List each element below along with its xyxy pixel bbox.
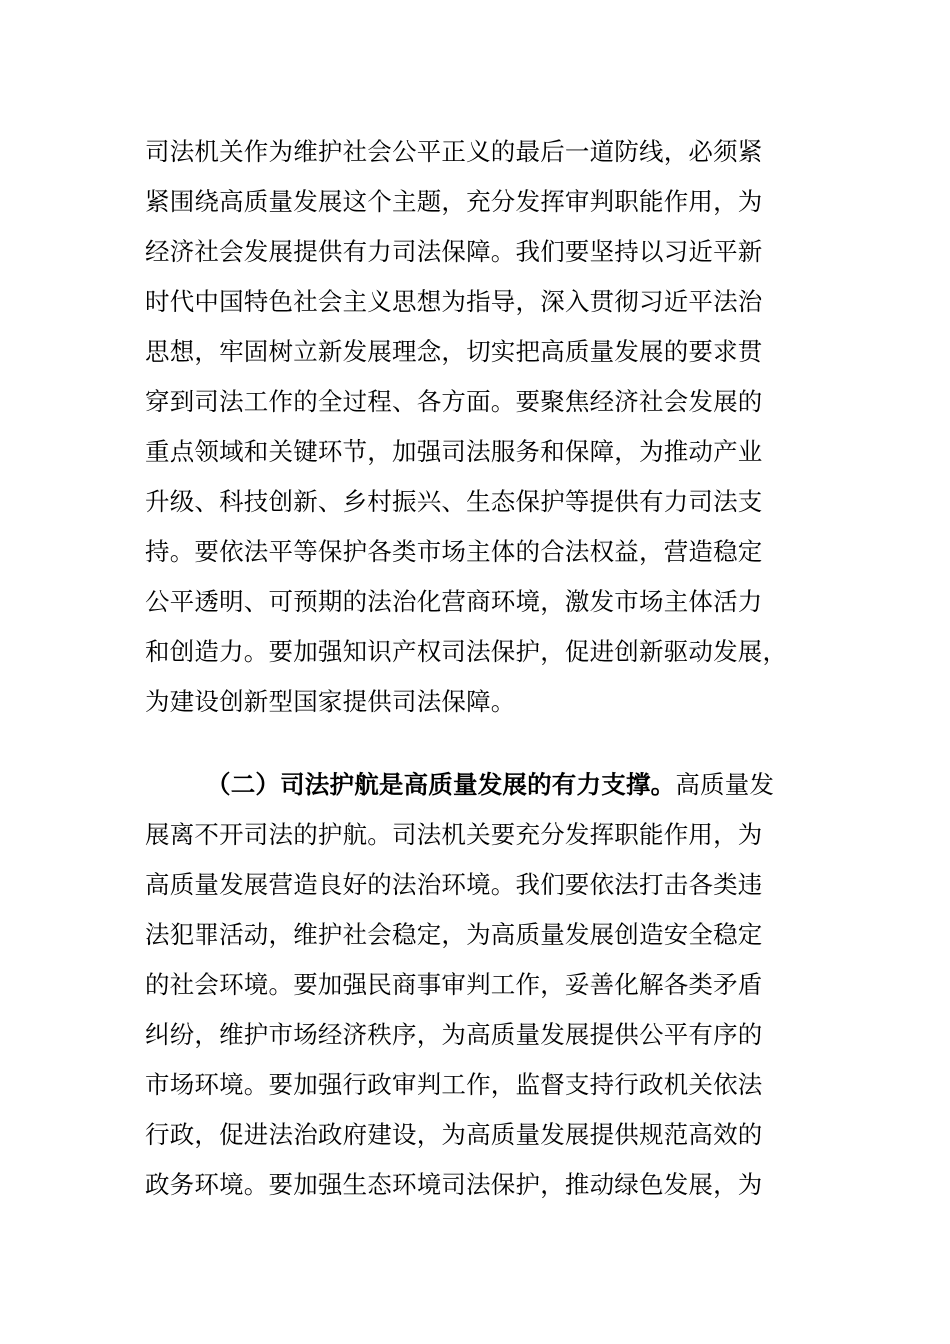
text-line: 法犯罪活动，维护社会稳定，为高质量发展创造安全稳定 bbox=[145, 920, 763, 949]
text-line: 经济社会发展提供有力司法保障。我们要坚持以习近平新 bbox=[145, 237, 763, 266]
text-line: 行政，促进法治政府建设，为高质量发展提供规范高效的 bbox=[145, 1120, 763, 1149]
text-line: 和创造力。要加强知识产权司法保护，促进创新驱动发展， bbox=[145, 637, 788, 666]
paragraph-2-first-line bbox=[206, 765, 774, 805]
text-line: 展离不开司法的护航。司法机关要充分发挥职能作用，为 bbox=[145, 820, 763, 849]
text-line: 重点领域和关键环节，加强司法服务和保障，为推动产业 bbox=[145, 437, 763, 466]
text-line: 政务环境。要加强生态环境司法保护，推动绿色发展，为 bbox=[145, 1170, 763, 1199]
text-line: 司法机关作为维护社会公平正义的最后一道防线，必须紧 bbox=[145, 137, 763, 166]
text-line: 持。要依法平等保护各类市场主体的合法权益，营造稳定 bbox=[145, 537, 763, 566]
section-heading: （二）司法护航是高质量发展的有力支撑。 bbox=[206, 770, 676, 799]
text-line: 纠纷，维护市场经济秩序，为高质量发展提供公平有序的 bbox=[145, 1020, 763, 1049]
text-line: 紧围绕高质量发展这个主题，充分发挥审判职能作用，为 bbox=[145, 187, 763, 216]
text-line: 穿到司法工作的全过程、各方面。要聚焦经济社会发展的 bbox=[145, 387, 763, 416]
text-line: 市场环境。要加强行政审判工作，监督支持行政机关依法 bbox=[145, 1070, 763, 1099]
heading-trailing-text: 高质量发 bbox=[675, 770, 775, 799]
text-line: 公平透明、可预期的法治化营商环境，激发市场主体活力 bbox=[145, 587, 763, 616]
text-line: 思想，牢固树立新发展理念，切实把高质量发展的要求贯 bbox=[145, 337, 763, 366]
text-line: 升级、科技创新、乡村振兴、生态保护等提供有力司法支 bbox=[145, 487, 763, 516]
text-line: 高质量发展营造良好的法治环境。我们要依法打击各类违 bbox=[145, 870, 763, 899]
text-line: 为建设创新型国家提供司法保障。 bbox=[145, 687, 516, 716]
text-line: 的社会环境。要加强民商事审判工作，妥善化解各类矛盾 bbox=[145, 970, 763, 999]
text-line: 时代中国特色社会主义思想为指导，深入贯彻习近平法治 bbox=[145, 287, 763, 316]
